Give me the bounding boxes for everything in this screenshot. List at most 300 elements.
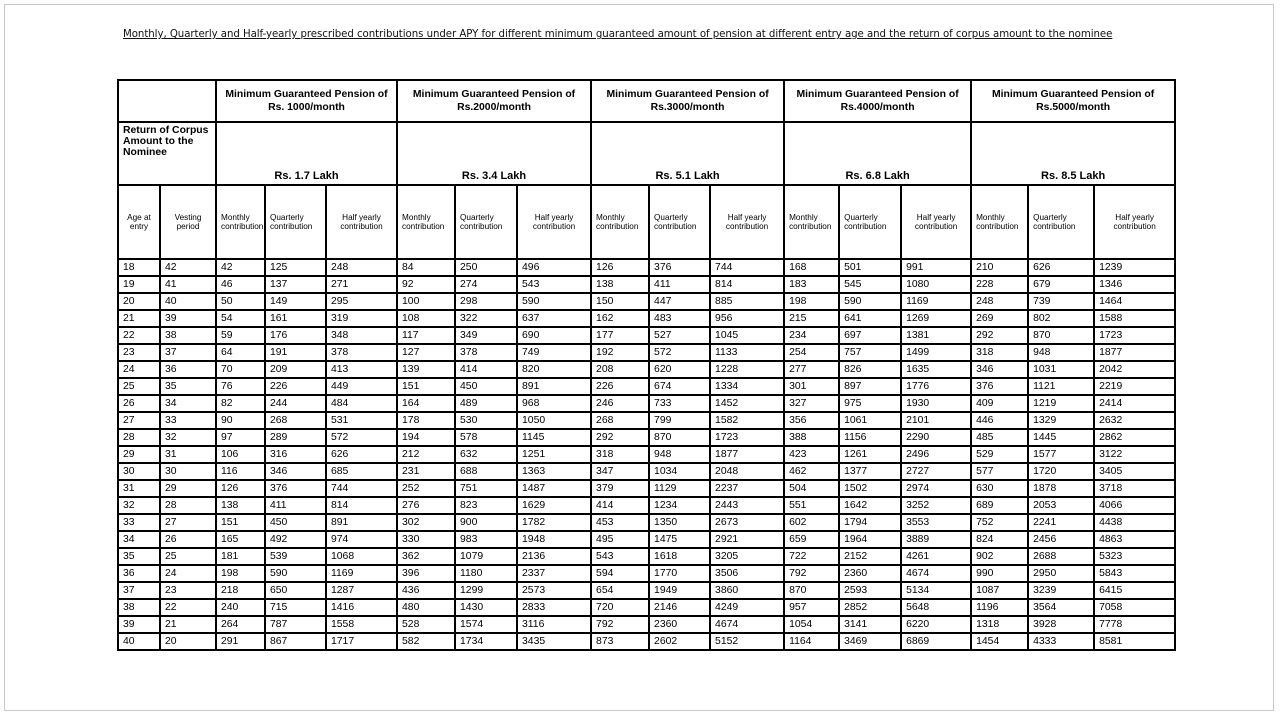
contribution-cell: 413 [326,361,397,378]
contribution-cell: 1164 [784,633,839,650]
contribution-cell: 450 [455,378,517,395]
contribution-cell: 165 [216,531,265,548]
contribution-cell: 3141 [839,616,901,633]
contribution-cell: 689 [971,497,1028,514]
contribution-cell: 697 [839,327,901,344]
contribution-cell: 495 [591,531,649,548]
contribution-cell: 529 [971,446,1028,463]
contribution-cell: 6415 [1094,582,1175,599]
vesting-cell: 41 [160,276,216,293]
vesting-cell: 27 [160,514,216,531]
contribution-cell: 2852 [839,599,901,616]
contribution-cell: 376 [971,378,1028,395]
table-row [118,565,1175,582]
contribution-cell: 126 [591,259,649,276]
contribution-cell: 483 [649,310,710,327]
contribution-cell: 602 [784,514,839,531]
age-cell: 21 [118,310,160,327]
table-row [118,548,1175,565]
contribution-cell: 1487 [517,480,591,497]
contribution-cell: 212 [397,446,455,463]
contribution-cell: 496 [517,259,591,276]
contribution-cell: 1445 [1028,429,1094,446]
contribution-cell: 46 [216,276,265,293]
contribution-cell: 50 [216,293,265,310]
contribution-cell: 551 [784,497,839,514]
contribution-cell: 447 [649,293,710,310]
contribution-cell: 2101 [901,412,971,429]
contribution-cell: 226 [591,378,649,395]
contribution-cell: 820 [517,361,591,378]
table-row [118,599,1175,616]
contribution-cell: 396 [397,565,455,582]
contribution-cell: 814 [326,497,397,514]
contribution-cell: 720 [591,599,649,616]
age-cell: 31 [118,480,160,497]
contribution-cell: 1045 [710,327,784,344]
contribution-cell: 446 [971,412,1028,429]
contribution-cell: 1770 [649,565,710,582]
contribution-cell: 1635 [901,361,971,378]
contribution-cell: 231 [397,463,455,480]
contribution-cell: 2443 [710,497,784,514]
contribution-cell: 492 [265,531,326,548]
contribution-cell: 626 [326,446,397,463]
contribution-cell: 409 [971,395,1028,412]
age-cell: 28 [118,429,160,446]
vesting-cell: 42 [160,259,216,276]
vesting-cell: 20 [160,633,216,650]
vesting-cell: 31 [160,446,216,463]
vesting-cell: 24 [160,565,216,582]
contribution-cell: 246 [591,395,649,412]
vesting-cell: 28 [160,497,216,514]
contribution-cell: 1079 [455,548,517,565]
age-cell: 36 [118,565,160,582]
quarterly-header: Quarterly contribution [839,185,901,259]
vesting-cell: 37 [160,344,216,361]
contribution-cell: 181 [216,548,265,565]
contribution-cell: 1930 [901,395,971,412]
contribution-cell: 453 [591,514,649,531]
contribution-cell: 349 [455,327,517,344]
contribution-cell: 302 [397,514,455,531]
contribution-cell: 150 [591,293,649,310]
contribution-cell: 870 [784,582,839,599]
table-row [118,633,1175,650]
contribution-cell: 1416 [326,599,397,616]
contribution-cell: 1169 [901,293,971,310]
contribution-cell: 968 [517,395,591,412]
contribution-cell: 164 [397,395,455,412]
corpus-header-row [118,122,1175,185]
contribution-cell: 2833 [517,599,591,616]
contribution-cell: 3405 [1094,463,1175,480]
contribution-cell: 885 [710,293,784,310]
contribution-cell: 126 [216,480,265,497]
contribution-cell: 4249 [710,599,784,616]
contribution-cell: 1031 [1028,361,1094,378]
quarterly-header: Quarterly contribution [649,185,710,259]
age-cell: 25 [118,378,160,395]
contribution-cell: 1068 [326,548,397,565]
contribution-cell: 1087 [971,582,1028,599]
contribution-cell: 1169 [326,565,397,582]
contribution-cell: 1949 [649,582,710,599]
contribution-cell: 752 [971,514,1028,531]
contribution-cell: 1723 [710,429,784,446]
contribution-cell: 1363 [517,463,591,480]
contribution-cell: 1464 [1094,293,1175,310]
contribution-cell: 277 [784,361,839,378]
contribution-cell: 1588 [1094,310,1175,327]
table-row [118,429,1175,446]
contribution-cell: 572 [649,344,710,361]
contribution-cell: 54 [216,310,265,327]
age-cell: 26 [118,395,160,412]
pension-group-heading: Minimum Guaranteed Pension of Rs.5000/month [971,80,1175,122]
contribution-cell: 991 [901,259,971,276]
contribution-cell: 346 [265,463,326,480]
contribution-cell: 198 [784,293,839,310]
contribution-cell: 376 [649,259,710,276]
vesting-cell: 22 [160,599,216,616]
contribution-cell: 162 [591,310,649,327]
contribution-cell: 276 [397,497,455,514]
contribution-cell: 192 [591,344,649,361]
pension-group-heading: Minimum Guaranteed Pension of Rs.4000/month [784,80,971,122]
contribution-cell: 650 [265,582,326,599]
contribution-cell: 1196 [971,599,1028,616]
contribution-cell: 504 [784,480,839,497]
contribution-cell: 484 [326,395,397,412]
contribution-cell: 84 [397,259,455,276]
contribution-cell: 873 [591,633,649,650]
contribution-cell: 2496 [901,446,971,463]
contribution-cell: 527 [649,327,710,344]
age-cell: 24 [118,361,160,378]
contribution-cell: 198 [216,565,265,582]
contribution-cell: 975 [839,395,901,412]
vesting-cell: 35 [160,378,216,395]
contribution-cell: 590 [517,293,591,310]
quarterly-header: Quarterly contribution [1028,185,1094,259]
quarterly-header: Quarterly contribution [265,185,326,259]
table-row [118,276,1175,293]
table-row [118,514,1175,531]
contribution-cell: 3205 [710,548,784,565]
contribution-cell: 751 [455,480,517,497]
contribution-cell: 501 [839,259,901,276]
corpus-amount: Rs. 5.1 Lakh [591,122,784,185]
half-yearly-header: Half yearly contribution [326,185,397,259]
half-yearly-header: Half yearly contribution [901,185,971,259]
contribution-cell: 106 [216,446,265,463]
contribution-cell: 974 [326,531,397,548]
contribution-cell: 1452 [710,395,784,412]
table-row [118,616,1175,633]
contribution-cell: 7778 [1094,616,1175,633]
contribution-cell: 659 [784,531,839,548]
monthly-header: Monthly contribution [591,185,649,259]
table-row [118,582,1175,599]
contribution-cell: 4674 [710,616,784,633]
contribution-cell: 271 [326,276,397,293]
contribution-cell: 388 [784,429,839,446]
contribution-cell: 688 [455,463,517,480]
contribution-cell: 749 [517,344,591,361]
contribution-cell: 1499 [901,344,971,361]
contribution-cell: 1720 [1028,463,1094,480]
contribution-cell: 983 [455,531,517,548]
contribution-cell: 138 [591,276,649,293]
contribution-cell: 1050 [517,412,591,429]
contribution-cell: 3116 [517,616,591,633]
contribution-cell: 414 [591,497,649,514]
contribution-cell: 316 [265,446,326,463]
contribution-cell: 641 [839,310,901,327]
contribution-cell: 1269 [901,310,971,327]
contribution-cell: 268 [591,412,649,429]
contribution-cell: 2456 [1028,531,1094,548]
contribution-cell: 1734 [455,633,517,650]
contribution-cell: 1642 [839,497,901,514]
contribution-cell: 867 [265,633,326,650]
contribution-cell: 248 [326,259,397,276]
contribution-cell: 5648 [901,599,971,616]
age-cell: 40 [118,633,160,650]
contribution-cell: 292 [591,429,649,446]
contribution-cell: 3122 [1094,446,1175,463]
contribution-cell: 543 [591,548,649,565]
contribution-cell: 1574 [455,616,517,633]
contribution-cell: 378 [455,344,517,361]
contribution-cell: 151 [216,514,265,531]
contribution-cell: 4438 [1094,514,1175,531]
contribution-cell: 137 [265,276,326,293]
contribution-cell: 322 [455,310,517,327]
contribution-cell: 97 [216,429,265,446]
contribution-cell: 450 [265,514,326,531]
age-cell: 22 [118,327,160,344]
vesting-cell: 36 [160,361,216,378]
table-row [118,497,1175,514]
contribution-cell: 269 [971,310,1028,327]
contribution-cell: 799 [649,412,710,429]
pension-group-heading: Minimum Guaranteed Pension of Rs.2000/month [397,80,591,122]
contribution-cell: 318 [591,446,649,463]
pension-header-row [118,80,1175,122]
table-body [118,259,1175,650]
contribution-cell: 792 [784,565,839,582]
contribution-cell: 489 [455,395,517,412]
contribution-cell: 264 [216,616,265,633]
table-row [118,446,1175,463]
contribution-cell: 178 [397,412,455,429]
contribution-cell: 1133 [710,344,784,361]
contribution-cell: 897 [839,378,901,395]
contribution-cell: 1502 [839,480,901,497]
contribution-cell: 2337 [517,565,591,582]
contribution-cell: 449 [326,378,397,395]
contribution-cell: 295 [326,293,397,310]
vesting-cell: 32 [160,429,216,446]
contribution-cell: 379 [591,480,649,497]
contribution-cell: 891 [517,378,591,395]
contribution-cell: 485 [971,429,1028,446]
contribution-cell: 948 [1028,344,1094,361]
contribution-cell: 348 [326,327,397,344]
contribution-cell: 2237 [710,480,784,497]
contribution-cell: 254 [784,344,839,361]
contribution-cell: 177 [591,327,649,344]
contribution-cell: 545 [839,276,901,293]
contribution-cell: 226 [265,378,326,395]
contribution-cell: 744 [710,259,784,276]
contribution-cell: 590 [265,565,326,582]
table-row [118,344,1175,361]
contribution-cell: 539 [265,548,326,565]
contribution-cell: 250 [455,259,517,276]
contribution-cell: 210 [971,259,1028,276]
contribution-cell: 948 [649,446,710,463]
contribution-cell: 1318 [971,616,1028,633]
contribution-cell: 176 [265,327,326,344]
contribution-cell: 1346 [1094,276,1175,293]
contribution-cell: 530 [455,412,517,429]
corpus-row-label: Return of Corpus Amount to the Nominee [118,122,216,185]
table-row [118,412,1175,429]
age-cell: 23 [118,344,160,361]
contribution-cell: 990 [971,565,1028,582]
contribution-cell: 5843 [1094,565,1175,582]
contribution-cell: 5134 [901,582,971,599]
document-page [4,4,1274,711]
half-yearly-header: Half yearly contribution [710,185,784,259]
contribution-cell: 4863 [1094,531,1175,548]
contribution-cell: 5152 [710,633,784,650]
contribution-cell: 292 [971,327,1028,344]
contribution-cell: 378 [326,344,397,361]
monthly-header: Monthly contribution [397,185,455,259]
contribution-cell: 1782 [517,514,591,531]
monthly-header: Monthly contribution [971,185,1028,259]
vesting-cell: 38 [160,327,216,344]
contribution-cell: 891 [326,514,397,531]
contribution-cell: 3718 [1094,480,1175,497]
contribution-cell: 42 [216,259,265,276]
vesting-cell: 29 [160,480,216,497]
contribution-cell: 594 [591,565,649,582]
contribution-cell: 215 [784,310,839,327]
contribution-cell: 3469 [839,633,901,650]
contribution-cell: 149 [265,293,326,310]
contribution-cell: 2053 [1028,497,1094,514]
contribution-cell: 1061 [839,412,901,429]
half-yearly-header: Half yearly contribution [517,185,591,259]
contribution-cell: 5323 [1094,548,1175,565]
contribution-cell: 582 [397,633,455,650]
contribution-cell: 900 [455,514,517,531]
contribution-cell: 139 [397,361,455,378]
contribution-cell: 3506 [710,565,784,582]
age-cell: 37 [118,582,160,599]
contribution-cell: 2950 [1028,565,1094,582]
contribution-cell: 191 [265,344,326,361]
blank-header-cell [118,80,216,122]
contribution-cell: 6220 [901,616,971,633]
contribution-cell: 289 [265,429,326,446]
vesting-cell: 33 [160,412,216,429]
contribution-cell: 411 [265,497,326,514]
contribution-cell: 814 [710,276,784,293]
contribution-cell: 1877 [1094,344,1175,361]
contribution-cell: 3553 [901,514,971,531]
contribution-cell: 1381 [901,327,971,344]
contribution-cell: 2042 [1094,361,1175,378]
contribution-cell: 92 [397,276,455,293]
contribution-cell: 957 [784,599,839,616]
contribution-cell: 792 [591,616,649,633]
contribution-cell: 2048 [710,463,784,480]
contribution-cell: 1234 [649,497,710,514]
contribution-cell: 194 [397,429,455,446]
contribution-cell: 956 [710,310,784,327]
contribution-cell: 6869 [901,633,971,650]
contribution-cell: 826 [839,361,901,378]
contribution-cell: 637 [517,310,591,327]
contribution-cell: 1794 [839,514,901,531]
contribution-cell: 1618 [649,548,710,565]
contribution-cell: 572 [326,429,397,446]
age-cell: 35 [118,548,160,565]
age-cell: 27 [118,412,160,429]
contribution-cell: 1287 [326,582,397,599]
contribution-cell: 7058 [1094,599,1175,616]
apy-contribution-table [117,79,1176,651]
contribution-cell: 757 [839,344,901,361]
column-header-row [118,185,1175,259]
contribution-cell: 1034 [649,463,710,480]
table-row [118,378,1175,395]
contribution-cell: 577 [971,463,1028,480]
contribution-cell: 1948 [517,531,591,548]
contribution-cell: 590 [839,293,901,310]
contribution-cell: 823 [455,497,517,514]
contribution-cell: 722 [784,548,839,565]
contribution-cell: 274 [455,276,517,293]
table-row [118,293,1175,310]
contribution-cell: 2146 [649,599,710,616]
table-row [118,463,1175,480]
contribution-cell: 228 [971,276,1028,293]
vesting-cell: 26 [160,531,216,548]
age-cell: 38 [118,599,160,616]
contribution-cell: 318 [971,344,1028,361]
contribution-cell: 161 [265,310,326,327]
contribution-cell: 4674 [901,565,971,582]
contribution-cell: 1080 [901,276,971,293]
age-cell: 19 [118,276,160,293]
contribution-cell: 733 [649,395,710,412]
contribution-cell: 183 [784,276,839,293]
contribution-cell: 319 [326,310,397,327]
contribution-cell: 356 [784,412,839,429]
contribution-cell: 1219 [1028,395,1094,412]
contribution-cell: 2688 [1028,548,1094,565]
contribution-cell: 2862 [1094,429,1175,446]
contribution-cell: 1350 [649,514,710,531]
